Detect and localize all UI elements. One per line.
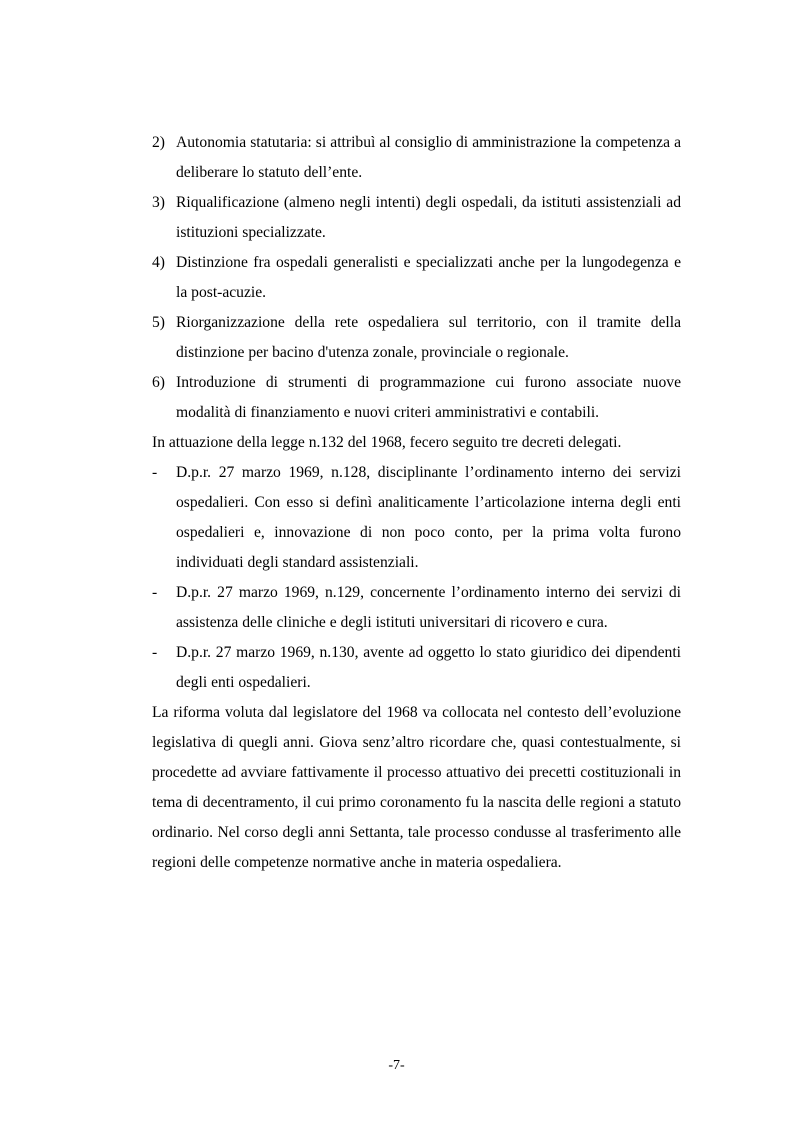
decree-text: D.p.r. 27 marzo 1969, n.130, avente ad oggetto lo stato giuridico dei dipendenti degli enti ospedalieri. xyxy=(176,644,681,691)
numbered-list-item xyxy=(152,188,681,248)
dash-marker: - xyxy=(152,464,158,481)
intro-sentence: In attuazione della legge n.132 del 1968, fecero seguito tre decreti delegati. xyxy=(152,434,622,451)
list-marker: 3) xyxy=(152,194,165,211)
numbered-list-item xyxy=(152,248,681,308)
list-item-text: Riqualificazione (almeno negli intenti) degli ospedali, da istituti assistenziali ad istituzioni specializzate. xyxy=(176,194,681,241)
decree-text: D.p.r. 27 marzo 1969, n.128, disciplinante l’ordinamento interno dei servizi ospedalieri. Con esso si definì analiticamente l’articolazione interna degli enti ospedalieri e, innovazione di non poco conto, per la prima volta furono individuati degli standard assistenziali. xyxy=(176,464,681,571)
decree-list-item xyxy=(152,458,681,578)
list-marker: 4) xyxy=(152,254,165,271)
dash-marker: - xyxy=(152,644,158,661)
numbered-list-item xyxy=(152,368,681,428)
document-body xyxy=(152,128,681,878)
list-item-text: Introduzione di strumenti di programmazione cui furono associate nuove modalità di finanziamento e nuovi criteri amministrativi e contabili. xyxy=(176,374,681,421)
list-marker: 2) xyxy=(152,134,165,151)
decree-list-item xyxy=(152,638,681,698)
dash-marker: - xyxy=(152,584,158,601)
page-number: -7- xyxy=(388,1058,405,1073)
closing-paragraph: La riforma voluta dal legislatore del 1968 va collocata nel contesto dell’evoluzione legislativa di quegli anni. Giova senz’altro ricordare che, quasi contestualmente, si procedette ad avviare fattivamente il processo attuativo dei precetti costituzionali in tema di decentramento, il cui primo coronamento fu la nascita delle regioni a statuto ordinario. Nel corso degli anni Settanta, tale processo condusse al trasferimento alle regioni delle competenze normative anche in materia ospedaliera. xyxy=(152,704,681,871)
decree-text: D.p.r. 27 marzo 1969, n.129, concernente l’ordinamento interno dei servizi di assistenza delle cliniche e degli istituti universitari di ricovero e cura. xyxy=(176,584,681,631)
decree-list-item xyxy=(152,578,681,638)
list-item-text: Riorganizzazione della rete ospedaliera sul territorio, con il tramite della distinzione per bacino d'utenza zonale, provinciale o regionale. xyxy=(176,314,681,361)
numbered-list-item xyxy=(152,308,681,368)
list-marker: 5) xyxy=(152,314,165,331)
list-marker: 6) xyxy=(152,374,165,391)
numbered-list-item xyxy=(152,128,681,188)
list-item-text: Distinzione fra ospedali generalisti e specializzati anche per la lungodegenza e la post-acuzie. xyxy=(176,254,681,301)
list-item-text: Autonomia statutaria: si attribuì al consiglio di amministrazione la competenza a deliberare lo statuto dell’ente. xyxy=(176,134,681,181)
